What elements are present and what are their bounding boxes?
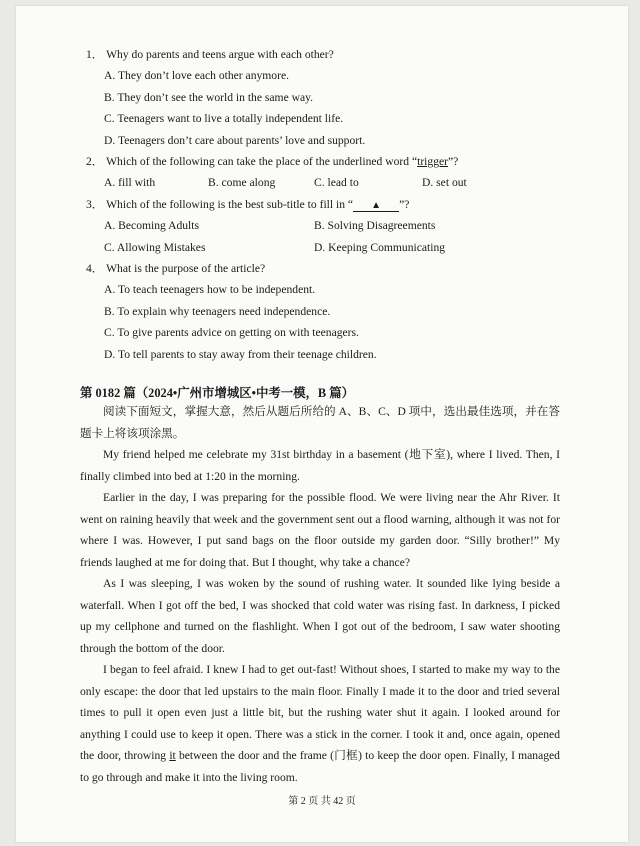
- blank-triangle-marker: ▲: [353, 200, 399, 212]
- question-3: [86, 198, 409, 212]
- question-text-end: ”?: [448, 155, 459, 168]
- question-4-option-d: D. To tell parents to stay away from their teenage children.: [104, 348, 377, 361]
- question-4-option-b: B. To explain why teenagers need independence.: [104, 305, 331, 318]
- question-1-option-a: A. They don’t love each other anymore.: [104, 69, 290, 82]
- passage-paragraph-2: Earlier in the day, I was preparing for the possible flood. We were living near the Ahr River. It went on raining heavily that week and the government sent out a flood warning, although it was not for where I was. However, I put sand bags on the floor outside my garden door. “Silly brother!” My friends laughed at me for doing that. But I thought, why take a chance?: [80, 491, 560, 569]
- question-text: Which of the following is the best sub-title to fill in “: [106, 198, 354, 211]
- passage-paragraph-3: As I was sleeping, I was woken by the sound of rushing water. It sounded like lying beside a waterfall. When I got off the bed, I was shocked that cold water was rising fast. In darkness, I picked up my cellphone and turned on the flashlight. When I got out of the bedroom, I saw water shooting through the bottom of the door.: [80, 577, 560, 655]
- question-3-option-d: D. Keeping Communicating: [314, 241, 446, 254]
- paragraph-text: I began to feel afraid. I knew I had to get out-fast! Without shoes, I started to make my way to the only escape: the door that led upstairs to the main floor. Finally I made it to the door and tried several times to pull it open even just a little bit, but the rushing water shut it again. I looked around for anything I could use to keep it open. There was a stick in the corner. I took it and, once again, opened the door, throwing: [80, 663, 560, 763]
- question-1-option-b: B. They don’t see the world in the same way.: [104, 91, 314, 104]
- question-2-option-d: D. set out: [422, 176, 467, 189]
- section-instruction: 阅读下面短文，掌握大意，然后从题后所给的 A、B、C、D 项中，选出最佳选项，并在答题卡上将该项涂黑。: [80, 405, 560, 440]
- question-1-option-d: D. Teenagers don’t care about parents’ love and support.: [104, 134, 366, 147]
- question-4: [86, 262, 265, 276]
- question-text: Why do parents and teens argue with each other?: [106, 48, 334, 61]
- question-3-option-c: C. Allowing Mistakes: [104, 241, 206, 254]
- question-3-option-b: B. Solving Disagreements: [314, 219, 436, 232]
- question-number: 3．: [86, 198, 104, 211]
- page-footer: 第 2 页 共 42 页: [288, 796, 356, 807]
- underlined-word: it: [169, 749, 176, 763]
- underlined-word: trigger: [417, 155, 448, 168]
- passage-paragraph-1: My friend helped me celebrate my 31st birthday in a basement (地下室), where I lived. Then, I finally climbed into bed at 1:20 in the morning.: [80, 448, 560, 483]
- question-text: What is the purpose of the article?: [106, 262, 266, 275]
- question-text: Which of the following can take the place of the underlined word “: [106, 155, 418, 168]
- question-text-end: ”?: [399, 198, 410, 211]
- question-1-option-c: C. Teenagers want to live a totally independent life.: [104, 112, 344, 125]
- question-2-option-c: C. lead to: [314, 176, 359, 189]
- section-heading: 第 0182 篇（2024•广州市增城区•中考一模，B 篇）: [80, 386, 355, 400]
- question-2-option-a: A. fill with: [104, 176, 156, 189]
- question-number: 2．: [86, 155, 104, 168]
- paragraph-text-end: between the door and the frame (门框) to keep the door open. Finally, I managed to go through and make it into the living room.: [80, 749, 560, 784]
- question-1: [86, 48, 334, 62]
- question-4-option-c: C. To give parents advice on getting on with teenagers.: [104, 326, 359, 339]
- question-2-option-b: B. come along: [208, 176, 276, 189]
- question-4-option-a: A. To teach teenagers how to be independent.: [104, 283, 316, 296]
- question-3-option-a: A. Becoming Adults: [104, 219, 200, 232]
- question-number: 4．: [86, 262, 104, 275]
- document-page: [16, 6, 628, 842]
- question-number: 1．: [86, 48, 104, 61]
- passage-paragraph-4: [80, 659, 560, 789]
- question-2: [86, 155, 458, 169]
